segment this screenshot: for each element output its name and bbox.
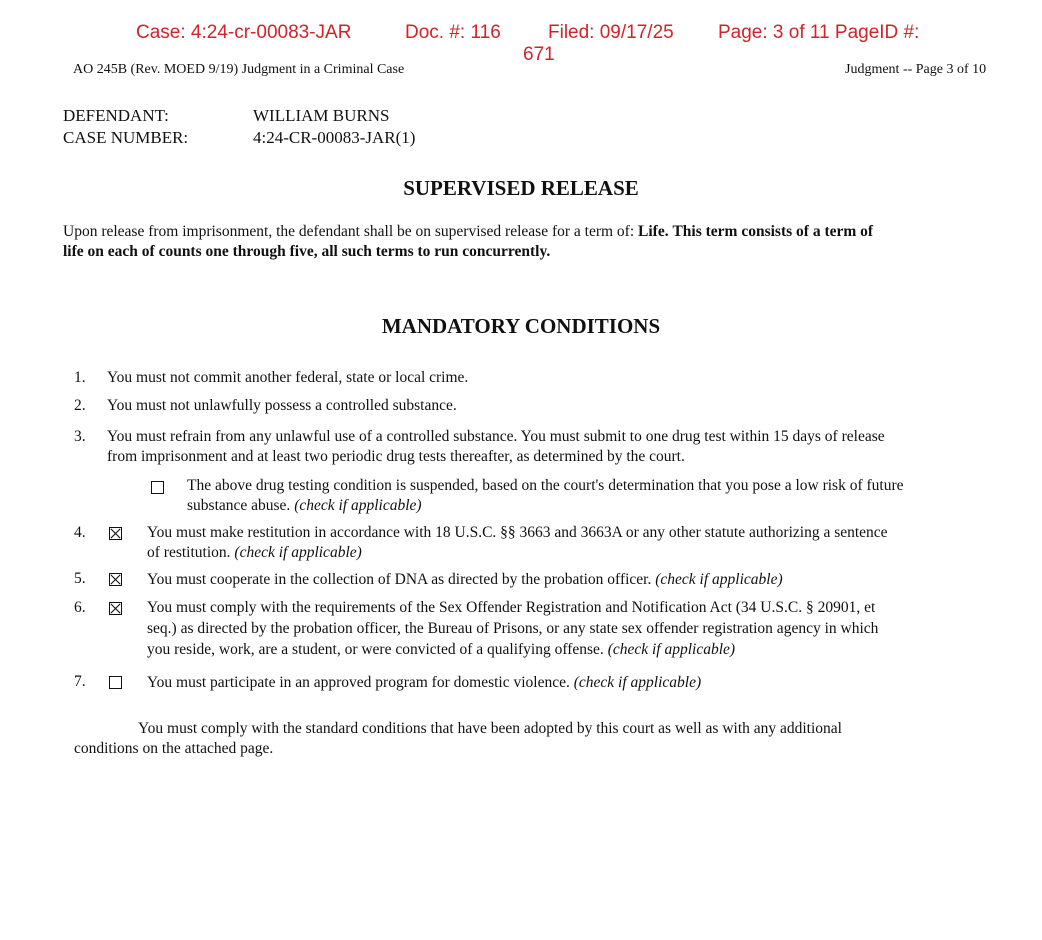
defendant-label: DEFENDANT: xyxy=(63,106,169,125)
condition-number: 7. xyxy=(74,673,86,690)
mandatory-conditions-heading: MANDATORY CONDITIONS xyxy=(381,314,661,338)
restitution-checkbox[interactable] xyxy=(109,527,122,540)
form-header-page: Judgment -- Page 3 of 10 xyxy=(845,62,987,77)
sex-offender-registration-checkbox[interactable] xyxy=(109,602,122,615)
dna-collection-checkbox[interactable] xyxy=(109,573,122,586)
supervised-release-paragraph xyxy=(63,222,1008,262)
condition-number: 1. xyxy=(74,369,86,386)
condition-number: 5. xyxy=(74,570,86,587)
condition-3-text-line-2: from imprisonment and at least two periodic drug tests thereafter, as determined by the court. xyxy=(107,448,685,465)
condition-4-text-line-1: You must make restitution in accordance with 18 U.S.C. §§ 3663 and 3663A or any other statute authorizing a sentence xyxy=(147,524,888,541)
condition-4-text-line-2 xyxy=(147,543,362,563)
drug-test-suspended-text: substance abuse. xyxy=(187,497,291,514)
supervised-release-detail-2: life on each of counts one through five, all such terms to run concurrently. xyxy=(63,243,551,260)
supervised-release-detail-1: This term consists of a term of xyxy=(672,223,874,240)
condition-6-text-line-3 xyxy=(147,640,735,660)
case-number-label: CASE NUMBER: xyxy=(63,128,189,147)
filing-stamp-doc: Doc. #: 116 xyxy=(405,22,501,43)
filing-stamp-filed: Filed: 09/17/25 xyxy=(548,22,674,43)
condition-5-text xyxy=(147,570,783,590)
condition-3-text-line-1: You must refrain from any unlawful use of a controlled substance. You must submit to one drug test within 15 days of release xyxy=(107,428,885,445)
condition-6-text-line-2: seq.) as directed by the probation officer, the Bureau of Prisons, or any state sex offender registration agency in which xyxy=(147,620,879,637)
filing-stamp-page: Page: 3 of 11 PageID #: xyxy=(718,22,920,43)
supervised-release-heading: SUPERVISED RELEASE xyxy=(403,176,639,200)
form-header-title: AO 245B (Rev. MOED 9/19) Judgment in a Criminal Case xyxy=(73,62,405,77)
filing-stamp-case: Case: 4:24-cr-00083-JAR xyxy=(136,22,352,43)
condition-6-text-line-1: You must comply with the requirements of the Sex Offender Registration and Notification Act (34 U.S.C. § 20901, et xyxy=(147,599,876,616)
drug-test-suspended-checkbox[interactable] xyxy=(151,481,164,494)
standard-conditions-line-2: conditions on the attached page. xyxy=(74,740,274,757)
check-if-applicable-note: (check if applicable) xyxy=(607,641,736,658)
defendant-name: WILLIAM BURNS xyxy=(253,106,390,125)
condition-1-text: You must not commit another federal, state or local crime. xyxy=(107,369,469,386)
filing-stamp-pageid: 671 xyxy=(523,44,555,65)
drug-test-suspended-line-2 xyxy=(187,496,422,516)
condition-number: 4. xyxy=(74,524,86,541)
supervised-release-term: Life. xyxy=(638,223,669,240)
standard-conditions-line-1: You must comply with the standard conditions that have been adopted by this court as well as with any additional xyxy=(138,720,842,737)
condition-7-line: You must participate in an approved program for domestic violence. xyxy=(147,674,570,691)
condition-number: 2. xyxy=(74,397,86,414)
condition-4-text: of restitution. xyxy=(147,544,231,561)
supervised-release-lead: Upon release from imprisonment, the defendant shall be on supervised release for a term of: xyxy=(63,223,635,240)
condition-number: 3. xyxy=(74,428,86,445)
domestic-violence-program-checkbox[interactable] xyxy=(109,676,122,689)
condition-6-text: you reside, work, are a student, or were convicted of a qualifying offense. xyxy=(147,641,604,658)
condition-number: 6. xyxy=(74,599,86,616)
condition-7-text xyxy=(147,673,701,693)
condition-2-text: You must not unlawfully possess a controlled substance. xyxy=(107,397,457,414)
check-if-applicable-note: (check if applicable) xyxy=(573,674,702,691)
drug-test-suspended-line-1: The above drug testing condition is suspended, based on the court's determination that you pose a low risk of future xyxy=(187,477,904,494)
check-if-applicable-note: (check if applicable) xyxy=(655,571,783,588)
check-if-applicable-note: (check if applicable) xyxy=(294,497,422,514)
check-if-applicable-note: (check if applicable) xyxy=(234,544,362,561)
case-number-value: 4:24-CR-00083-JAR(1) xyxy=(253,128,416,147)
condition-5-line: You must cooperate in the collection of DNA as directed by the probation officer. xyxy=(147,571,652,588)
